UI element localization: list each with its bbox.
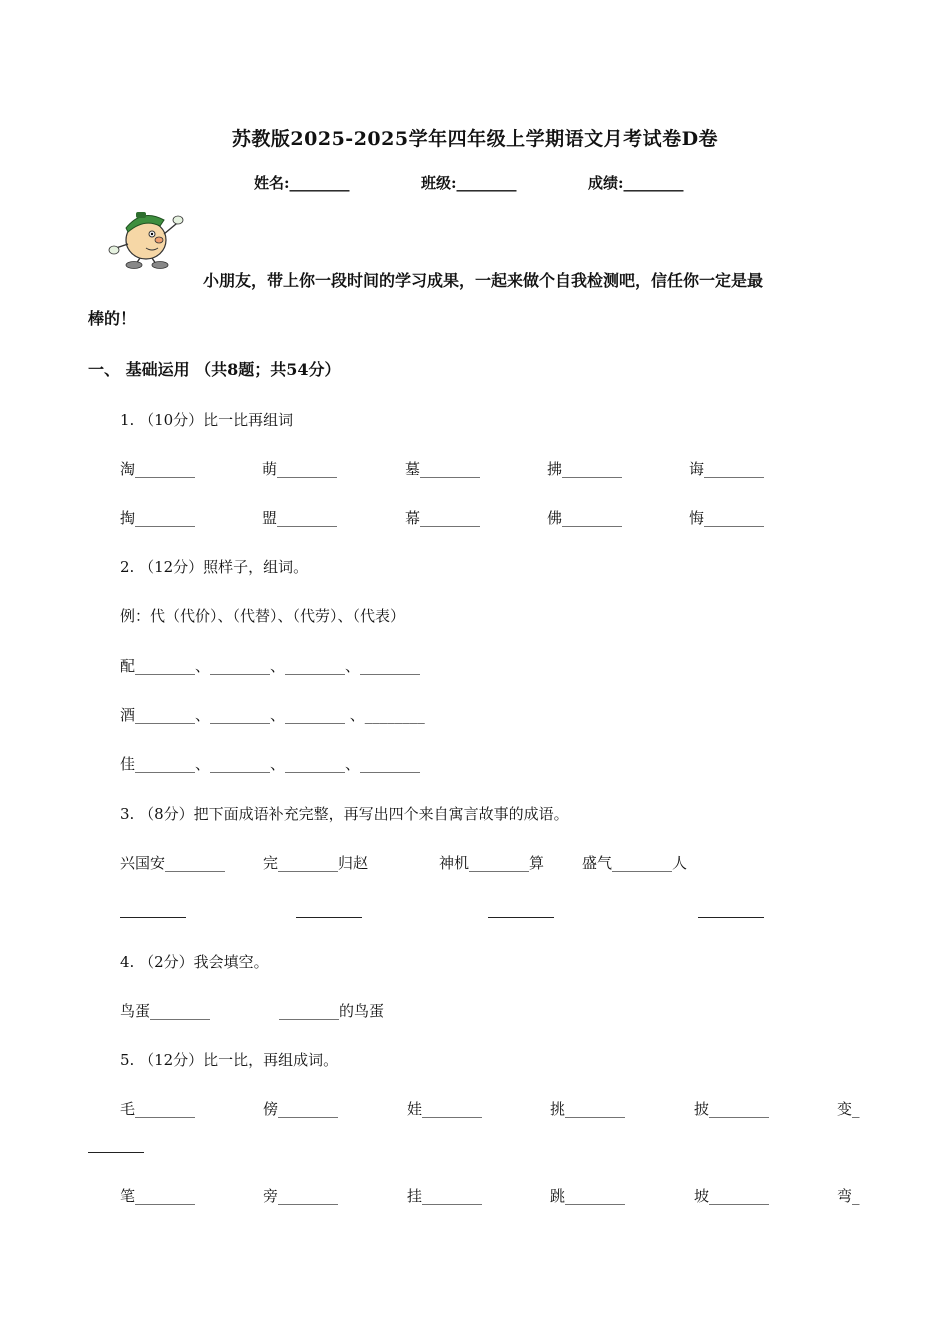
q5-item: 坡________ <box>694 1187 770 1205</box>
q1-item: 诲________ <box>689 460 765 478</box>
q1-item: 萌________ <box>262 460 338 478</box>
q5-item: 毛________ <box>120 1100 196 1118</box>
q2-row: 配________、________、________、________ <box>120 657 421 675</box>
q3-idiom: 神机________算 <box>439 854 545 872</box>
q1-item: 淘________ <box>120 460 196 478</box>
q2-row: 佳________、________、________、________ <box>120 755 421 773</box>
q5-item: 旁________ <box>263 1187 339 1205</box>
q1-item: 掏________ <box>120 509 196 527</box>
q4-item: ________的鸟蛋 <box>279 1002 385 1020</box>
q5-item: 傍________ <box>263 1100 339 1118</box>
name-field: 姓名:________ <box>254 174 350 192</box>
answer-blank <box>88 1152 144 1153</box>
question-2-title: 2. （12分）照样子，组词。 <box>120 558 309 576</box>
q1-item: 拂________ <box>547 460 623 478</box>
q3-idiom: 兴国安________ <box>120 854 226 872</box>
answer-blank <box>698 917 764 918</box>
q5-item: 挑________ <box>550 1100 626 1118</box>
mascot-illustration <box>106 204 188 270</box>
q5-item: 笔________ <box>120 1187 196 1205</box>
intro-line-1: 小朋友，带上你一段时间的学习成果，一起来做个自我检测吧，信任你一定是最 <box>203 271 764 290</box>
question-5-title: 5. （12分）比一比，再组成词。 <box>120 1051 339 1069</box>
intro-line-2: 棒的！ <box>88 309 137 328</box>
q5-item: 挂________ <box>407 1187 483 1205</box>
q5-item: 变_ <box>837 1100 860 1118</box>
answer-blank <box>120 917 186 918</box>
q1-item: 幕________ <box>405 509 481 527</box>
answer-blank <box>488 917 554 918</box>
q1-item: 悔________ <box>689 509 765 527</box>
section-heading: 一、 基础运用 （共8题；共54分） <box>88 360 341 379</box>
q1-item: 墓________ <box>405 460 481 478</box>
q2-example: 例：代（代价）、（代替）、（代劳）、（代表） <box>120 607 406 625</box>
score-field: 成绩:________ <box>588 174 684 192</box>
q3-idiom: 盛气________人 <box>582 854 688 872</box>
q5-item: 弯_ <box>837 1187 860 1205</box>
question-1-title: 1. （10分）比一比再组词 <box>120 411 294 429</box>
question-3-title: 3. （8分）把下面成语补充完整，再写出四个来自寓言故事的成语。 <box>120 805 569 823</box>
q2-row: 酒________、________、________ 、________ <box>120 706 425 724</box>
q1-item: 盟________ <box>262 509 338 527</box>
page-title: 苏教版2025-2025学年四年级上学期语文月考试卷D卷 <box>231 128 719 150</box>
answer-blank <box>296 917 362 918</box>
q5-item: 娃________ <box>407 1100 483 1118</box>
q1-item: 佛________ <box>547 509 623 527</box>
class-field: 班级:________ <box>421 174 517 192</box>
q4-item: 鸟蛋________ <box>120 1002 211 1020</box>
q5-item: 披________ <box>694 1100 770 1118</box>
question-4-title: 4. （2分）我会填空。 <box>120 953 269 971</box>
q3-idiom: 完________归赵 <box>263 854 369 872</box>
q5-item: 跳________ <box>550 1187 626 1205</box>
